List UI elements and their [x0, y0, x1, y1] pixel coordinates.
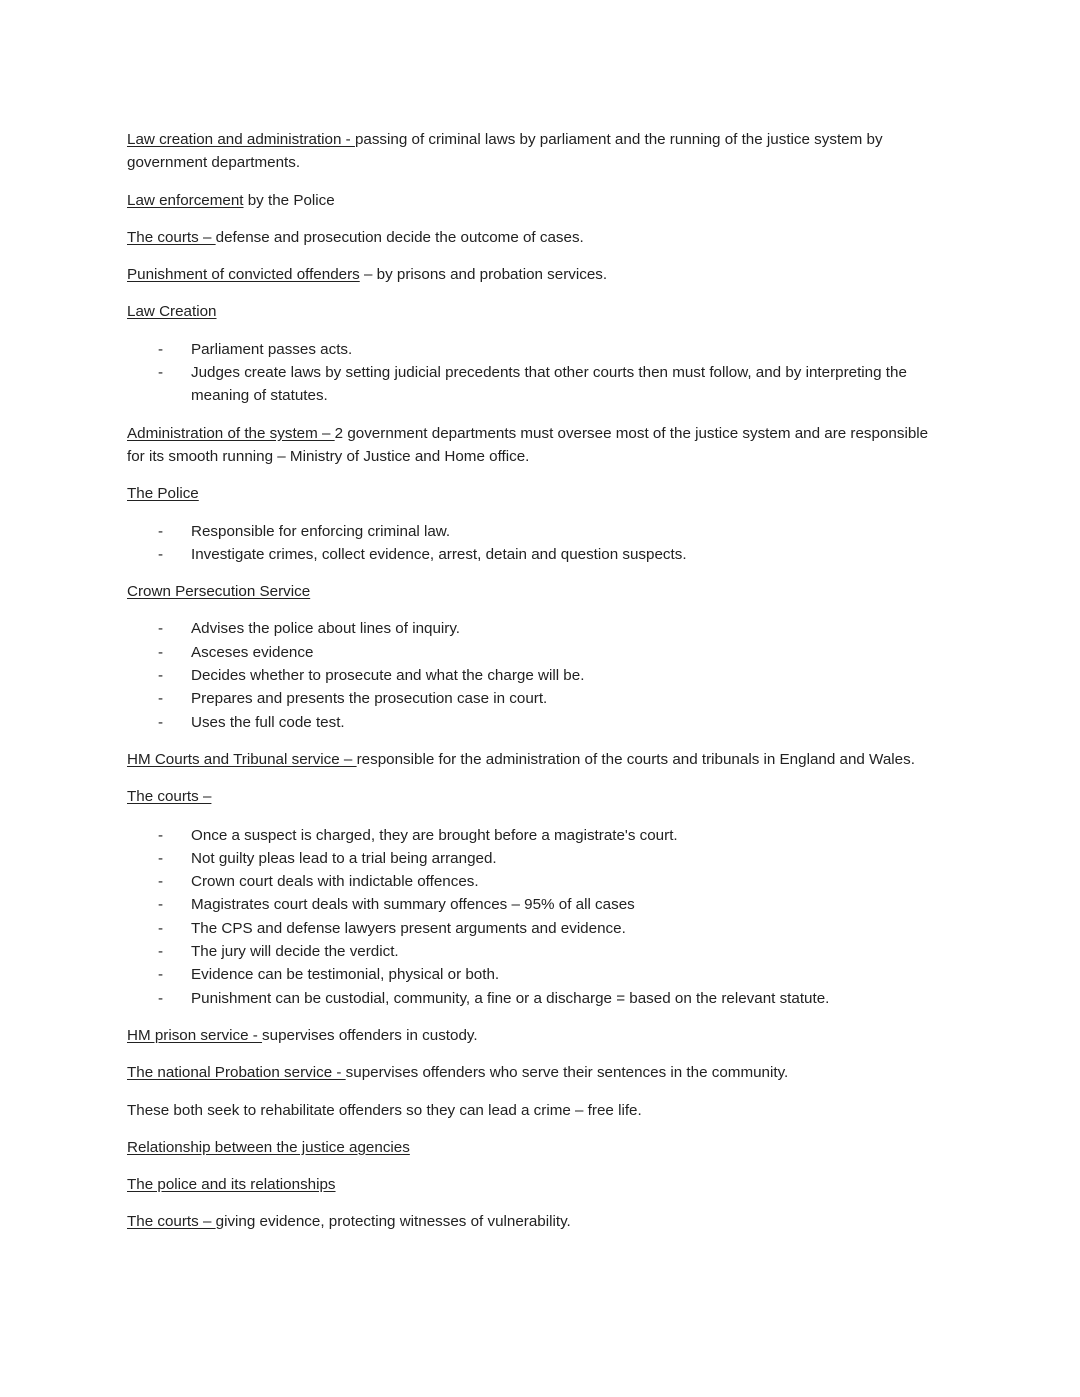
hmcts-paragraph [127, 748, 947, 771]
hmcts-text: responsible for the administration of the courts and tribunals in England and Wales. [356, 750, 915, 768]
courts-relationships-text: giving evidence, protecting witnesses of vulnerability. [215, 1213, 571, 1231]
cps-list [127, 617, 947, 733]
punishment-text: – by prisons and probation services. [359, 266, 608, 284]
law-creation-list [127, 338, 947, 408]
list-item: - Investigate crimes, collect evidence, arrest, detain and question suspects. [191, 543, 947, 566]
list-item: - Prepares and presents the prosecution case in court. [191, 687, 947, 710]
list-item: - Parliament passes acts. [191, 338, 947, 361]
law-creation-admin-text: passing of criminal laws by parliament and the running of the justice system by government departments. [127, 131, 883, 172]
list-item: - Advises the police about lines of inquiry. [191, 617, 947, 640]
courts-list [127, 824, 947, 1010]
courts-heading-paragraph [127, 785, 947, 808]
list-item: - Crown court deals with indictable offences. [191, 870, 947, 893]
relationship-paragraph [127, 1136, 947, 1159]
law-enforcement-paragraph [127, 189, 947, 212]
list-item: - Responsible for enforcing criminal law. [191, 520, 947, 543]
police-heading-paragraph [127, 482, 947, 505]
law-creation-heading-paragraph [127, 300, 947, 323]
probation-heading: The national Probation service - [127, 1064, 346, 1082]
relationship-heading: Relationship between the justice agencies [127, 1138, 410, 1156]
punishment-paragraph [127, 263, 947, 286]
police-list [127, 520, 947, 567]
probation-paragraph [127, 1061, 947, 1084]
law-creation-admin-paragraph [127, 128, 947, 175]
list-item: - Asceses evidence [191, 641, 947, 664]
law-enforcement-text: by the Police [243, 191, 335, 209]
list-item: - Decides whether to prosecute and what the charge will be. [191, 664, 947, 687]
list-item: - Evidence can be testimonial, physical or both. [191, 963, 947, 986]
administration-paragraph [127, 422, 947, 469]
law-creation-admin-heading: Law creation and administration - [127, 131, 355, 148]
administration-heading: Administration of the system – [127, 424, 335, 442]
rehab-paragraph: These both seek to rehabilitate offenders so they can lead a crime – free life. [127, 1101, 642, 1119]
probation-text: supervises offenders who serve their sentences in the community. [345, 1064, 789, 1082]
administration-text: 2 government departments must oversee most of the justice system and are responsible for its smooth running – Ministry of Justice and Home office. [127, 424, 929, 465]
prison-paragraph [127, 1024, 947, 1047]
punishment-heading: Punishment of convicted offenders [127, 266, 360, 284]
cps-heading: Crown Persecution Service [127, 583, 311, 601]
list-item: - Not guilty pleas lead to a trial being arranged. [191, 847, 947, 870]
police-relationships-heading: The police and its relationships [127, 1176, 336, 1194]
courts-relationships-heading: The courts – [127, 1213, 216, 1231]
law-creation-heading: Law Creation [127, 303, 217, 321]
prison-text: supervises offenders in custody. [262, 1026, 478, 1044]
courts-relationships-paragraph [127, 1210, 947, 1233]
list-item: - The CPS and defense lawyers present arguments and evidence. [191, 917, 947, 940]
hmcts-heading: HM Courts and Tribunal service – [127, 750, 357, 768]
list-item: - Judges create laws by setting judicial precedents that other courts then must follow, and by interpreting the meaning of statutes. [191, 361, 947, 408]
police-relationships-paragraph [127, 1173, 947, 1196]
prison-heading: HM prison service - [127, 1026, 263, 1044]
the-courts-heading: The courts – [127, 228, 216, 246]
document-page [127, 128, 947, 1248]
the-courts-paragraph [127, 226, 947, 249]
cps-heading-paragraph [127, 580, 947, 603]
police-heading: The Police [127, 485, 199, 503]
list-item: - Uses the full code test. [191, 711, 947, 734]
courts-heading: The courts – [127, 788, 212, 806]
list-item: - Once a suspect is charged, they are brought before a magistrate's court. [191, 824, 947, 847]
the-courts-text: defense and prosecution decide the outcome of cases. [215, 228, 584, 246]
list-item: - The jury will decide the verdict. [191, 940, 947, 963]
list-item: - Magistrates court deals with summary offences – 95% of all cases [191, 893, 947, 916]
law-enforcement-heading: Law enforcement [127, 191, 244, 209]
list-item: - Punishment can be custodial, community, a fine or a discharge = based on the relevant statute. [191, 987, 947, 1010]
